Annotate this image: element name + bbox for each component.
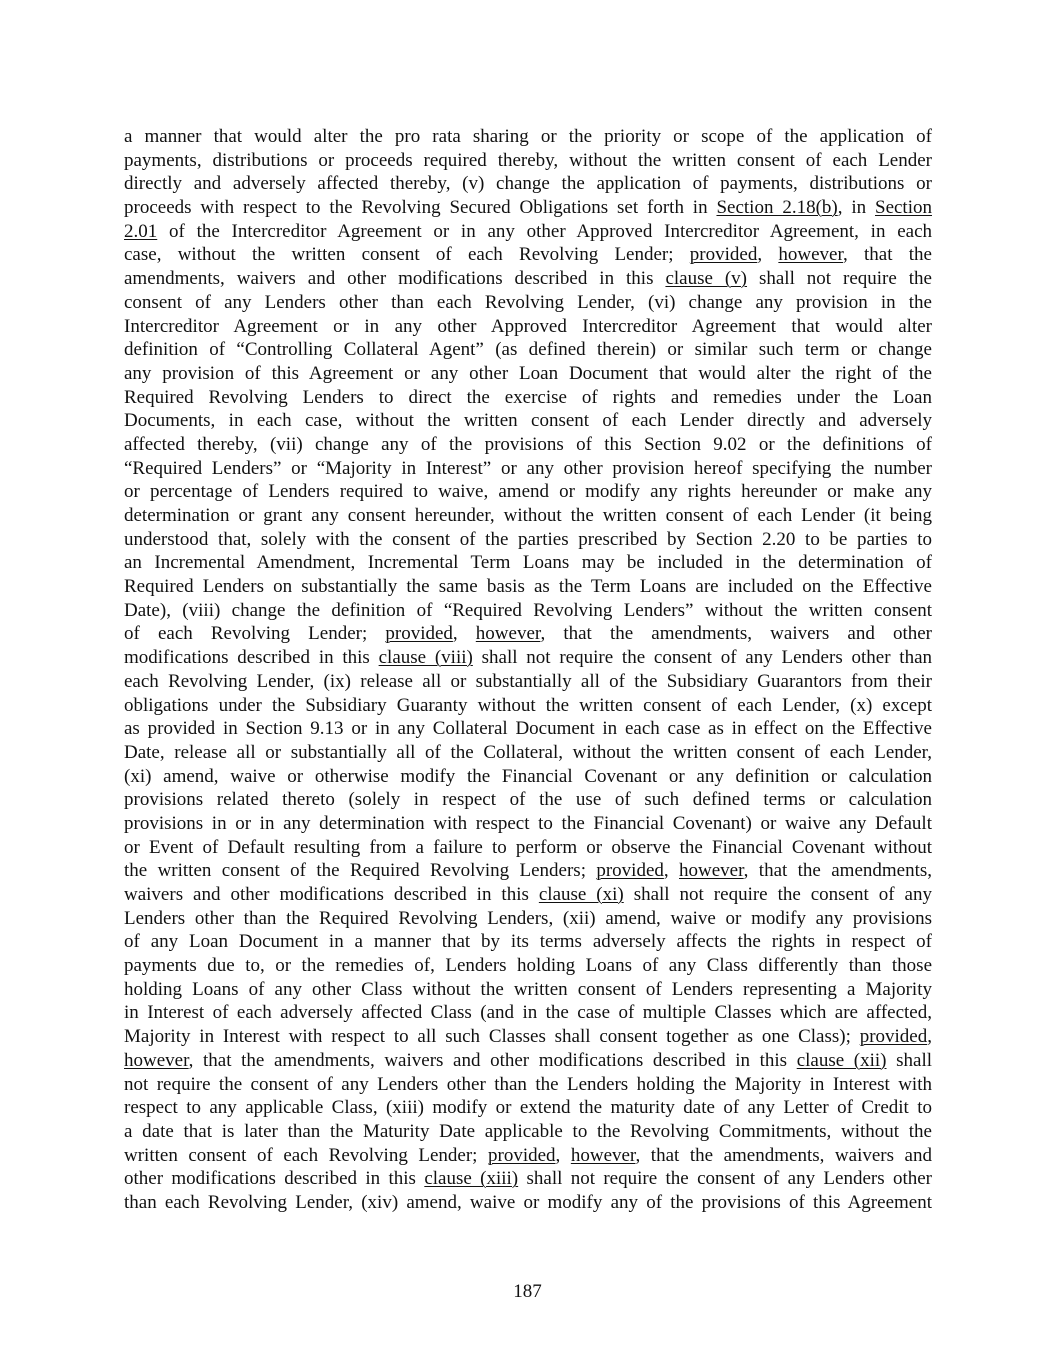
text-run: Required Lenders on substantially the same basis as the Term Loans are included on the Effective — [124, 576, 932, 598]
text-line — [124, 551, 932, 575]
underlined-reference: 2.01 — [124, 220, 158, 242]
underlined-reference: clause (xiii) — [424, 1168, 519, 1190]
text-run: respect to any applicable Class, (xiii) modify or extend the maturity date of any Letter of Credit to — [124, 1097, 932, 1119]
text-line — [124, 125, 932, 149]
text-run: payments due to, or the remedies of, Lenders holding Loans of any Class differently than those — [124, 955, 932, 977]
text-run: each Revolving Lender, (ix) release all or substantially all of the Subsidiary Guarantors from their — [124, 670, 932, 692]
text-run: proceeds with respect to the Revolving Secured Obligations set forth in — [124, 197, 717, 219]
text-line — [124, 362, 932, 386]
text-run: obligations under the Subsidiary Guaranty without the written consent of each Lender, (x) except — [124, 694, 932, 716]
text-run: determination or grant any consent hereunder, without the written consent of each Lender (it being — [124, 505, 932, 526]
text-run: , that the amendments, waivers and — [635, 1144, 932, 1166]
text-run: , that the amendments, waivers and other — [540, 623, 932, 645]
underlined-reference: Section 2.18(b) — [716, 197, 838, 219]
text-line — [124, 883, 932, 907]
text-line — [124, 220, 932, 244]
text-line — [124, 315, 932, 339]
text-line — [124, 599, 932, 623]
text-run: a manner that would alter the pro rata sharing or the priority or scope of the application of — [124, 126, 932, 147]
underlined-reference: however — [679, 860, 744, 882]
text-line — [124, 338, 932, 362]
text-run: , — [452, 623, 476, 645]
underlined-reference: provided — [859, 1026, 928, 1048]
text-line — [124, 1025, 932, 1049]
text-line — [124, 765, 932, 789]
text-run: of any Loan Document in a manner that by its terms adversely affects the rights in respect of — [124, 931, 932, 953]
text-line — [124, 978, 932, 1002]
text-line — [124, 907, 932, 931]
text-line — [124, 504, 932, 528]
text-run: definition of “Controlling Collateral Agent” (as defined therein) or similar such term or change — [124, 339, 932, 361]
text-line — [124, 694, 932, 718]
text-line — [124, 1049, 932, 1073]
text-line — [124, 409, 932, 433]
text-run: shall not require the consent of any — [623, 884, 932, 905]
text-run: directly and adversely affected thereby, (v) change the application of payments, distributions or — [124, 173, 932, 195]
text-line — [124, 859, 932, 883]
text-line — [124, 812, 932, 836]
text-line — [124, 1073, 932, 1097]
text-run: Majority in Interest with respect to all such Classes shall consent together as one Class); — [124, 1026, 860, 1048]
text-run: “Required Lenders” or “Majority in Interest” or any other provision hereof specifying the number — [124, 457, 932, 479]
text-run: a date that is later than the Maturity Date applicable to the Revolving Commitments, without the — [124, 1120, 932, 1142]
text-run: , — [663, 860, 680, 882]
text-run: (xi) amend, waive or otherwise modify the Financial Covenant or any definition or calculation — [124, 765, 932, 787]
text-run: provisions related thereto (solely in respect of the use of such defined terms or calculation — [124, 789, 932, 811]
text-line — [124, 243, 932, 267]
underlined-reference: provided — [689, 244, 758, 266]
text-line — [124, 149, 932, 173]
text-line — [124, 788, 932, 812]
text-run: , — [927, 1026, 932, 1048]
text-line — [124, 480, 932, 504]
underlined-reference: however — [570, 1144, 636, 1166]
text-run: Date), (viii) change the definition of “Required Revolving Lenders” without the written consent — [124, 599, 932, 621]
text-run: than each Revolving Lender, (xiv) amend, waive or modify any of the provisions of this Agreement — [124, 1191, 932, 1213]
text-line — [124, 528, 932, 552]
text-run: shall not require the consent of any Lenders other than — [472, 647, 933, 669]
text-run: , that the amendments, waivers and other modifications described in this — [188, 1049, 797, 1071]
text-line — [124, 741, 932, 765]
underlined-reference: provided — [488, 1144, 556, 1166]
text-run: provisions in or in any determination with respect to the Financial Covenant) or waive any Default — [124, 812, 932, 834]
text-run: the written consent of the Required Revolving Lenders; — [124, 860, 597, 882]
text-run: written consent of each Revolving Lender; — [124, 1144, 488, 1166]
text-run: amendments, waivers and other modifications described in this — [124, 268, 666, 290]
text-run: Lenders other than the Required Revolving Lenders, (xii) amend, waive or modify any provisions — [124, 907, 932, 929]
text-line — [124, 386, 932, 410]
underlined-reference: clause (xii) — [796, 1049, 887, 1071]
text-line — [124, 836, 932, 860]
text-line — [124, 575, 932, 599]
text-line — [124, 930, 932, 954]
text-run: Required Revolving Lenders to direct the exercise of rights and remedies under the Loan — [124, 386, 932, 408]
text-run: , — [757, 244, 779, 266]
text-line — [124, 717, 932, 741]
underlined-reference: however — [475, 623, 541, 645]
text-run: affected thereby, (vii) change any of the provisions of this Section 9.02 or the definitions of — [124, 433, 932, 455]
underlined-reference: however — [778, 244, 844, 266]
text-run: , that the — [843, 244, 932, 266]
text-run: an Incremental Amendment, Incremental Term Loans may be included in the determination of — [124, 552, 932, 574]
text-run: of the Intercreditor Agreement or in any other Approved Intercreditor Agreement, in each — [157, 220, 932, 242]
underlined-reference: however — [124, 1049, 189, 1071]
text-run: shall not require the consent of any Lenders other — [518, 1168, 932, 1190]
text-line — [124, 433, 932, 457]
text-run: holding Loans of any other Class without the written consent of Lenders representing a Majority — [124, 978, 932, 1000]
text-run: or percentage of Lenders required to waive, amend or modify any rights hereunder or make any — [124, 481, 932, 503]
text-line — [124, 1096, 932, 1120]
underlined-reference: clause (v) — [665, 268, 748, 290]
underlined-reference: clause (viii) — [378, 647, 473, 669]
underlined-reference: provided — [385, 623, 453, 645]
text-run: , — [555, 1144, 571, 1166]
text-run: , that the amendments, — [743, 860, 933, 882]
text-line — [124, 670, 932, 694]
text-run: Documents, in each case, without the written consent of each Lender directly and adversely — [124, 410, 932, 432]
text-run: payments, distributions or proceeds required thereby, without the written consent of each Lender — [124, 149, 932, 171]
text-line — [124, 267, 932, 291]
text-line — [124, 1167, 932, 1191]
text-run: Date, release all or substantially all of the Collateral, without the written consent of each Lender, — [124, 741, 932, 763]
text-run: or Event of Default resulting from a failure to perform or observe the Financial Covenant without — [124, 836, 932, 858]
text-run: any provision of this Agreement or any other Loan Document that would alter the right of the — [124, 362, 932, 384]
text-run: shall — [886, 1049, 932, 1071]
underlined-reference: clause (xi) — [538, 884, 624, 905]
text-line — [124, 622, 932, 646]
text-line — [124, 172, 932, 196]
page-number: 187 — [513, 1281, 542, 1302]
text-run: waivers and other modifications described in this — [124, 884, 539, 905]
text-run: as provided in Section 9.13 or in any Collateral Document in each case as in effect on the Effective — [124, 718, 932, 740]
text-line — [124, 1191, 932, 1215]
text-run: modifications described in this — [124, 647, 379, 669]
text-run: of each Revolving Lender; — [124, 623, 386, 645]
text-line — [124, 457, 932, 481]
text-run: , in — [837, 197, 875, 219]
underlined-reference: Section — [875, 197, 932, 219]
text-run: Intercreditor Agreement or in any other Approved Intercreditor Agreement that would alter — [124, 315, 932, 337]
text-line — [124, 1001, 932, 1025]
text-run: other modifications described in this — [124, 1168, 425, 1190]
text-run: shall not require the — [747, 268, 932, 290]
text-line — [124, 1120, 932, 1144]
text-run: in Interest of each adversely affected Class (and in the case of multiple Classes which are affected, — [124, 1002, 932, 1024]
text-line — [124, 196, 932, 220]
text-run: consent of any Lenders other than each Revolving Lender, (vi) change any provision in the — [124, 291, 932, 313]
text-line — [124, 954, 932, 978]
text-run: understood that, solely with the consent of the parties prescribed by Section 2.20 to be parties to — [124, 528, 932, 550]
document-body-paragraph — [124, 125, 932, 1215]
text-run: not require the consent of any Lenders other than the Lenders holding the Majority in Interest with — [124, 1073, 932, 1095]
text-line — [124, 291, 932, 315]
text-run: case, without the written consent of each Revolving Lender; — [124, 244, 690, 266]
underlined-reference: provided — [596, 860, 664, 882]
text-line — [124, 646, 932, 670]
text-line — [124, 1144, 932, 1168]
